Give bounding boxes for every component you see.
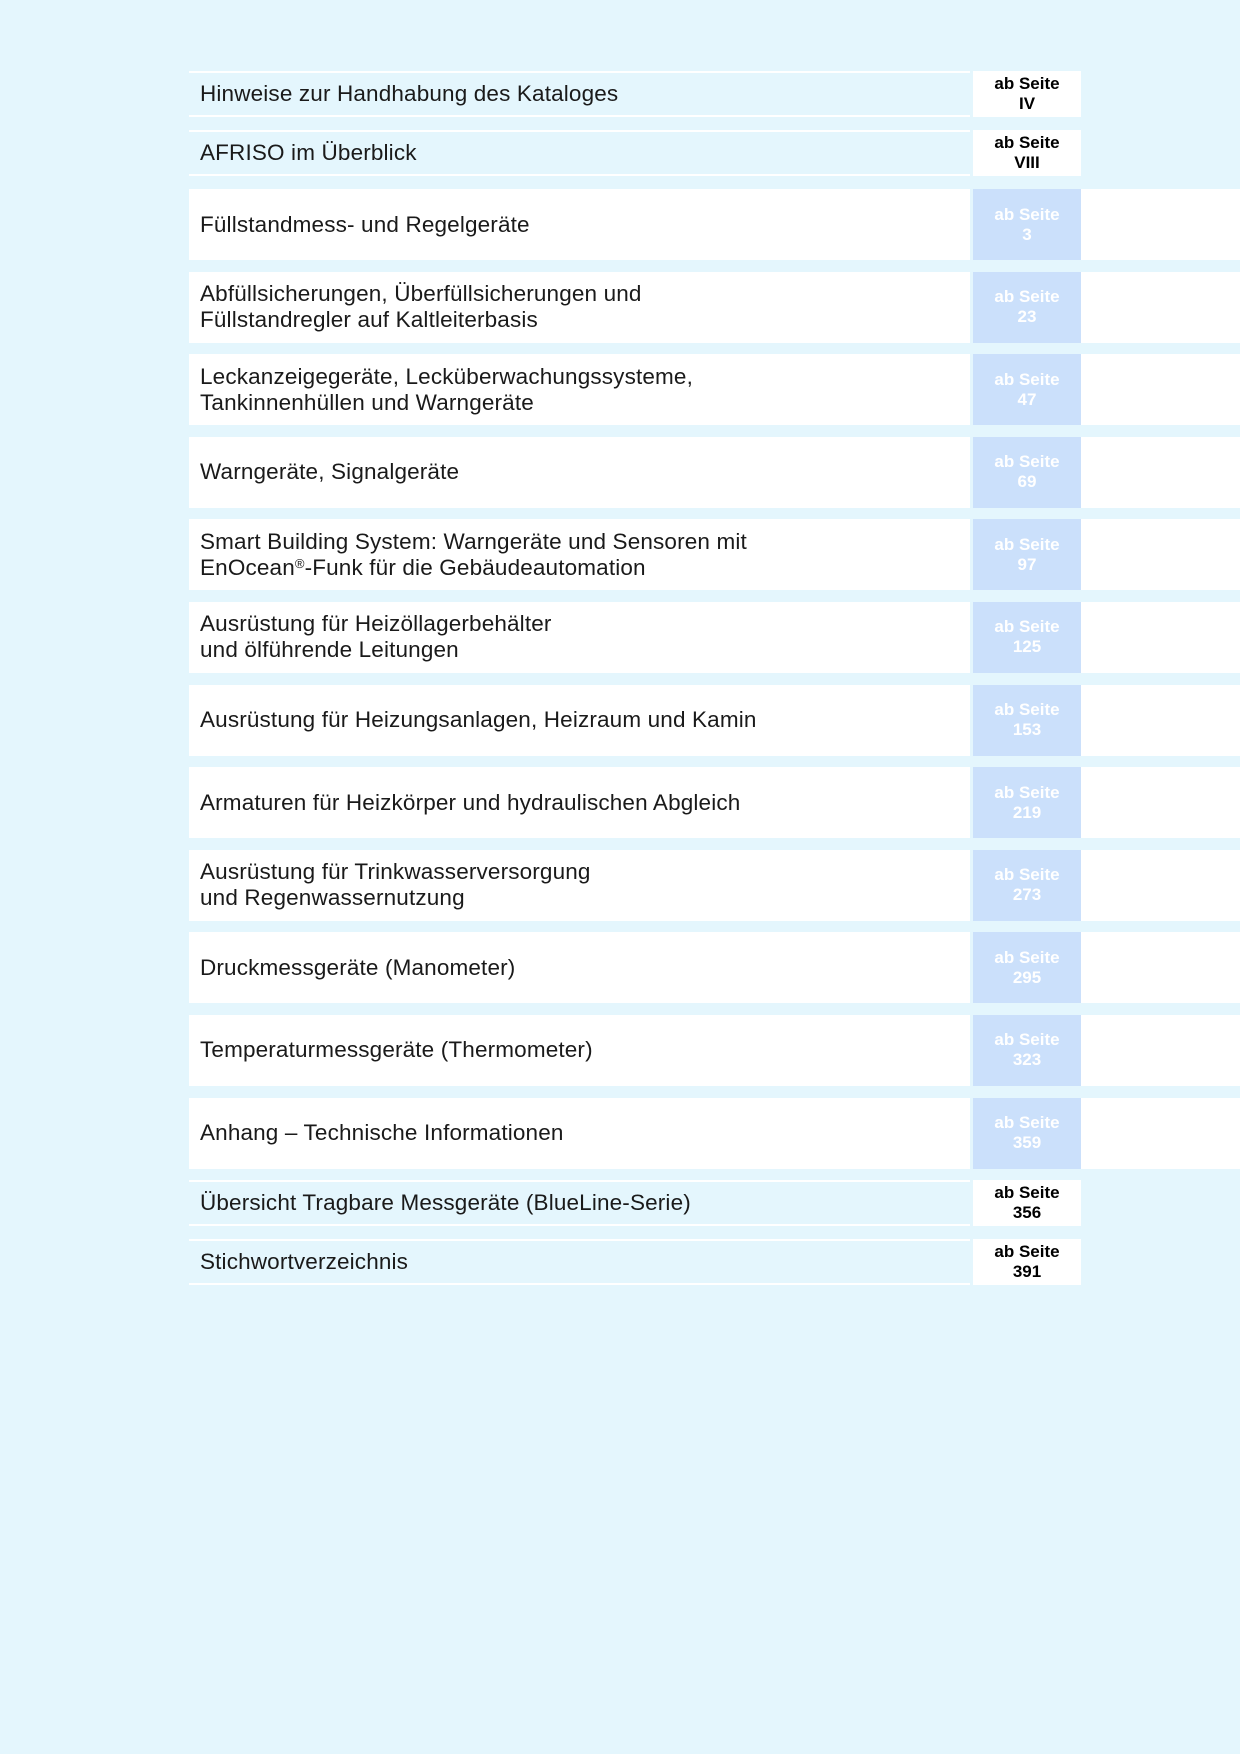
- toc-entry-title-line: Ausrüstung für Heizungsanlagen, Heizraum und Kamin: [200, 707, 757, 733]
- toc-entry-page-ref[interactable]: [973, 130, 1081, 176]
- page-number: 391: [1012, 1262, 1042, 1282]
- toc-entry[interactable]: [189, 189, 1240, 260]
- chapter-tab-strip: [1081, 932, 1240, 1003]
- page-prefix-label: ab Seite: [994, 1183, 1060, 1203]
- toc-entry-title-line: Füllstandregler auf Kaltleiterbasis: [200, 307, 538, 333]
- toc-entry-title-line: Stichwortverzeichnis: [200, 1249, 409, 1275]
- toc-entry-title-line: AFRISO im Überblick: [200, 140, 417, 165]
- table-of-contents: [189, 71, 1240, 1298]
- toc-entry-title: [189, 1098, 970, 1169]
- toc-entry-page-ref[interactable]: [973, 272, 1081, 343]
- toc-entry-title-text: [200, 1190, 691, 1216]
- toc-entry-title-line: Leckanzeigegeräte, Lecküberwachungssysteme,: [200, 363, 693, 389]
- toc-entry-title-text: [200, 81, 618, 107]
- toc-entry-title-line: Ausrüstung für Trinkwasserversorgung: [200, 859, 591, 885]
- toc-entry-page-ref[interactable]: [973, 189, 1081, 260]
- toc-entry-page-ref[interactable]: [973, 1239, 1081, 1285]
- toc-entry-title-text: [200, 459, 459, 485]
- toc-entry-title: [189, 130, 970, 176]
- chapter-tab-strip: [1081, 272, 1240, 343]
- toc-entry-title-text: [200, 364, 693, 416]
- toc-entry-title: [189, 1239, 970, 1285]
- page-prefix-label: ab Seite: [994, 1113, 1060, 1133]
- toc-entry-title-line: Armaturen für Heizkörper und hydraulischen Abgleich: [200, 789, 741, 815]
- toc-entry-title: [189, 850, 970, 921]
- toc-entry-title-text: [200, 1249, 408, 1275]
- toc-entry-title: [189, 519, 970, 590]
- toc-entry[interactable]: [189, 272, 1240, 343]
- page-prefix-label: ab Seite: [994, 204, 1060, 224]
- page-prefix-label: ab Seite: [994, 782, 1060, 802]
- chapter-tab-strip: [1081, 1015, 1240, 1086]
- toc-entry-title: [189, 71, 970, 117]
- page-number: 23: [1017, 307, 1037, 327]
- page-number: 323: [1012, 1050, 1042, 1070]
- page-number: 3: [1022, 224, 1032, 244]
- page-prefix-label: ab Seite: [994, 133, 1060, 152]
- toc-entry-title-line: Übersicht Tragbare Messgeräte (BlueLine-Serie): [200, 1190, 691, 1216]
- page-prefix-label: ab Seite: [994, 1030, 1060, 1050]
- toc-entry-title-text: [200, 790, 740, 816]
- toc-entry-title-line: und ölführende Leitungen: [200, 637, 459, 663]
- toc-entry[interactable]: [189, 1180, 1081, 1226]
- toc-entry-page-ref[interactable]: [973, 602, 1081, 673]
- page-number: 69: [1017, 472, 1037, 492]
- toc-entry-page-ref[interactable]: [973, 932, 1081, 1003]
- toc-entry-title: [189, 272, 970, 343]
- page-number: 153: [1012, 720, 1042, 740]
- toc-entry-title-text: [200, 1120, 564, 1146]
- page-prefix-label: ab Seite: [994, 700, 1060, 720]
- toc-entry[interactable]: [189, 1015, 1240, 1086]
- toc-entry-title-text: [200, 707, 757, 733]
- toc-entry[interactable]: [189, 437, 1240, 508]
- page-prefix-label: ab Seite: [994, 287, 1060, 307]
- toc-entry[interactable]: [189, 71, 1081, 117]
- toc-entry-page-ref[interactable]: [973, 354, 1081, 425]
- page-number: IV: [1018, 94, 1036, 113]
- chapter-tab-strip: [1081, 189, 1240, 260]
- toc-entry-title-line: Temperaturmessgeräte (Thermometer): [200, 1037, 593, 1063]
- toc-entry-page-ref[interactable]: [973, 1098, 1081, 1169]
- toc-entry-title-text: [200, 955, 515, 981]
- page-number: 97: [1017, 554, 1037, 574]
- toc-entry-title-line: Ausrüstung für Heizöllagerbehälter: [200, 611, 552, 637]
- chapter-tab-strip: [1081, 354, 1240, 425]
- page-prefix-label: ab Seite: [994, 452, 1060, 472]
- chapter-tab-strip: [1081, 519, 1240, 590]
- toc-entry-page-ref[interactable]: [973, 437, 1081, 508]
- page-prefix-label: ab Seite: [994, 534, 1060, 554]
- toc-entry-page-ref[interactable]: [973, 685, 1081, 756]
- page-prefix-label: ab Seite: [994, 865, 1060, 885]
- toc-entry[interactable]: [189, 850, 1240, 921]
- page-prefix-label: ab Seite: [994, 369, 1060, 389]
- toc-entry[interactable]: [189, 354, 1240, 425]
- page-number: 47: [1017, 389, 1037, 409]
- toc-entry[interactable]: [189, 519, 1240, 590]
- chapter-tab-strip: [1081, 767, 1240, 838]
- chapter-tab-strip: [1081, 602, 1240, 673]
- page-number: VIII: [1014, 153, 1040, 172]
- toc-entry-title: [189, 189, 970, 260]
- toc-entry[interactable]: [189, 602, 1240, 673]
- page-number: 125: [1012, 637, 1042, 657]
- toc-entry-title-text: [200, 1037, 593, 1063]
- toc-entry-title-line: Tankinnenhüllen und Warngeräte: [200, 389, 534, 415]
- page-number: 356: [1012, 1203, 1042, 1223]
- toc-entry-title-line: Abfüllsicherungen, Überfüllsicherungen und: [200, 281, 642, 307]
- page-number: 295: [1012, 967, 1042, 987]
- toc-entry-page-ref[interactable]: [973, 850, 1081, 921]
- toc-entry-title: [189, 1180, 970, 1226]
- toc-entry-title-text: [200, 140, 417, 166]
- toc-entry-title-text: [200, 859, 591, 911]
- toc-entry[interactable]: [189, 1098, 1240, 1169]
- chapter-tab-strip: [1081, 685, 1240, 756]
- toc-entry-page-ref[interactable]: [973, 71, 1081, 117]
- toc-entry-page-ref[interactable]: [973, 1180, 1081, 1226]
- toc-entry-page-ref[interactable]: [973, 1015, 1081, 1086]
- page-prefix-label: ab Seite: [994, 74, 1060, 93]
- toc-entry-title: [189, 354, 970, 425]
- toc-entry-title-line: Hinweise zur Handhabung des Kataloges: [200, 81, 619, 106]
- toc-entry-title-line: Füllstandmess- und Regelgeräte: [200, 211, 530, 237]
- page-prefix-label: ab Seite: [994, 947, 1060, 967]
- toc-entry-title-text: [200, 611, 552, 663]
- toc-entry-title-line: Druckmessgeräte (Manometer): [200, 954, 516, 980]
- toc-entry-title: [189, 437, 970, 508]
- toc-entry-title: [189, 767, 970, 838]
- toc-entry-title: [189, 685, 970, 756]
- toc-entry-title-line: und Regenwassernutzung: [200, 885, 465, 911]
- toc-entry-title: [189, 1015, 970, 1086]
- toc-entry-page-ref[interactable]: [973, 519, 1081, 590]
- toc-entry[interactable]: [189, 1239, 1081, 1285]
- chapter-tab-strip: [1081, 850, 1240, 921]
- toc-entry-title-text: [200, 212, 530, 238]
- toc-entry[interactable]: [189, 767, 1240, 838]
- page-prefix-label: ab Seite: [994, 1242, 1060, 1262]
- toc-entry-title: [189, 932, 970, 1003]
- chapter-tab-strip: [1081, 437, 1240, 508]
- page-number: 273: [1012, 885, 1042, 905]
- toc-entry-title-line: Smart Building System: Warngeräte und Sensoren mit: [200, 528, 747, 554]
- chapter-tab-strip: [1081, 1098, 1240, 1169]
- toc-entry[interactable]: [189, 130, 1081, 176]
- toc-entry-title-text: [200, 529, 747, 581]
- toc-entry[interactable]: [189, 685, 1240, 756]
- page-prefix-label: ab Seite: [994, 617, 1060, 637]
- toc-entry-title-line: EnOcean®-Funk für die Gebäudeautomation: [200, 554, 646, 580]
- toc-entry-title: [189, 602, 970, 673]
- toc-entry-title-line: Anhang – Technische Informationen: [200, 1120, 564, 1146]
- page-number: 359: [1012, 1133, 1042, 1153]
- toc-entry-title-line: Warngeräte, Signalgeräte: [200, 459, 460, 485]
- page-number: 219: [1012, 802, 1042, 822]
- toc-entry-page-ref[interactable]: [973, 767, 1081, 838]
- toc-entry[interactable]: [189, 932, 1240, 1003]
- toc-entry-title-text: [200, 281, 642, 333]
